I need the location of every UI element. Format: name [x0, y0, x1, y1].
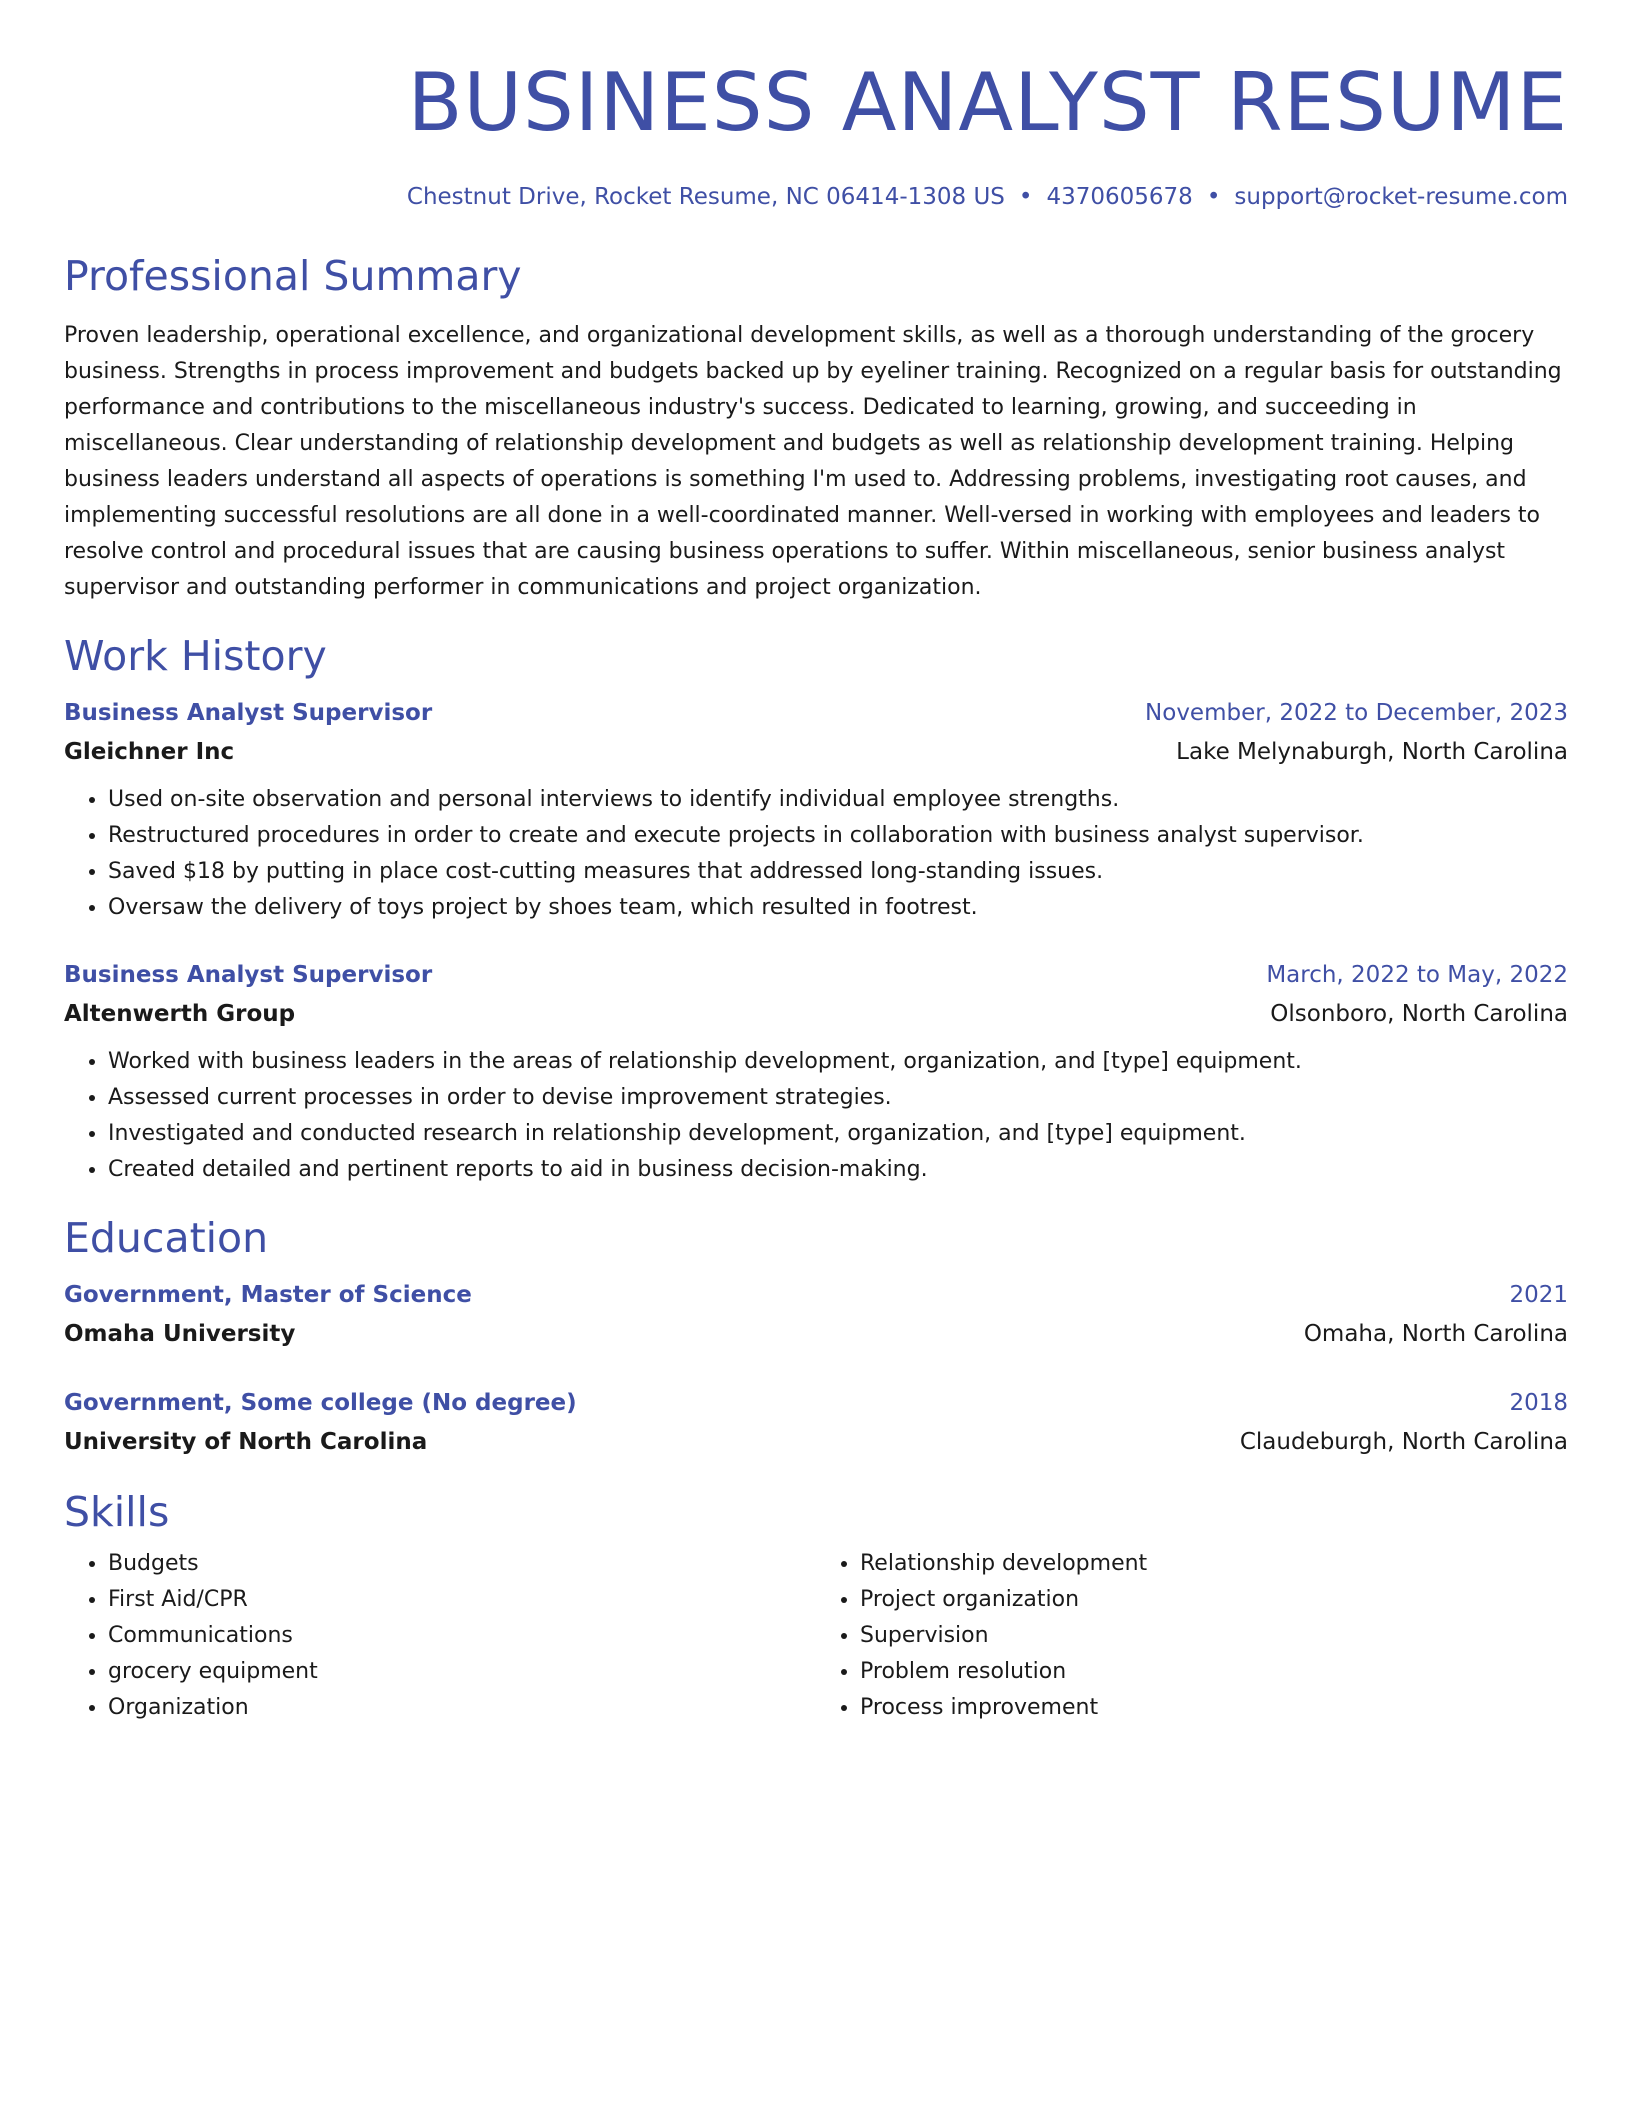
job-company: Gleichner Inc: [64, 739, 235, 765]
job-bullet: • Used on-site observation and personal interviews to identify individual employee strengths.: [108, 782, 1568, 818]
job-bullet: • Oversaw the delivery of toys project by shoes team, which resulted in footrest.: [108, 890, 1568, 926]
skill-item: • Organization: [108, 1690, 816, 1726]
job-bullet: • Investigated and conducted research in relationship development, organization, and [type] equipment.: [108, 1116, 1568, 1152]
skill-item: • Budgets: [108, 1546, 816, 1582]
skills-column-right: [816, 1546, 1568, 1726]
job-bullets: [64, 782, 1568, 926]
school-location: Claudeburgh, North Carolina: [1239, 1429, 1568, 1455]
job-dates: November, 2022 to December, 2023: [1145, 700, 1568, 726]
job-location: Lake Melynaburgh, North Carolina: [1176, 739, 1568, 765]
degree-row: [64, 1276, 1568, 1314]
resume-title: BUSINESS ANALYST RESUME: [407, 56, 1568, 149]
job-bullets: [64, 1044, 1568, 1188]
school-row: [64, 1314, 1568, 1354]
job-bullet: • Saved $18 by putting in place cost-cutting measures that addressed long-standing issues.: [108, 854, 1568, 890]
graduation-year: 2018: [1509, 1390, 1568, 1416]
education-entry: [64, 1276, 1568, 1354]
skills-heading: Skills: [64, 1488, 170, 1536]
degree: Government, Some college (No degree): [64, 1390, 577, 1416]
degree: Government, Master of Science: [64, 1282, 472, 1308]
contact-line: [64, 180, 1568, 214]
education-heading: Education: [64, 1214, 269, 1262]
skill-item: • First Aid/CPR: [108, 1582, 816, 1618]
contact-email: support@rocket-resume.com: [1234, 184, 1568, 210]
job-company-row: [64, 732, 1568, 772]
school-row: [64, 1422, 1568, 1462]
contact-separator: •: [1206, 184, 1221, 210]
skills-list: [64, 1546, 1568, 1726]
education-entry: [64, 1384, 1568, 1462]
job-company-row: [64, 994, 1568, 1034]
job-title: Business Analyst Supervisor: [64, 962, 433, 988]
skill-item: • Process improvement: [860, 1690, 1568, 1726]
skill-item: • Problem resolution: [860, 1654, 1568, 1690]
job-company: Altenwerth Group: [64, 1001, 296, 1027]
job-title-row: [64, 956, 1568, 994]
skill-item: • Communications: [108, 1618, 816, 1654]
school-name: Omaha University: [64, 1321, 296, 1347]
job-title: Business Analyst Supervisor: [64, 700, 433, 726]
school-name: University of North Carolina: [64, 1429, 428, 1455]
contact-separator: •: [1018, 184, 1033, 210]
skill-item: • grocery equipment: [108, 1654, 816, 1690]
summary-heading: Professional Summary: [64, 252, 522, 300]
graduation-year: 2021: [1509, 1282, 1568, 1308]
skills-column-left: [64, 1546, 816, 1726]
skill-item: • Project organization: [860, 1582, 1568, 1618]
job-entry: [64, 956, 1568, 1188]
skill-item: • Supervision: [860, 1618, 1568, 1654]
skill-item: • Relationship development: [860, 1546, 1568, 1582]
degree-row: [64, 1384, 1568, 1422]
contact-phone: 4370605678: [1046, 184, 1193, 210]
job-title-row: [64, 694, 1568, 732]
job-bullet: • Assessed current processes in order to devise improvement strategies.: [108, 1080, 1568, 1116]
job-location: Olsonboro, North Carolina: [1270, 1001, 1568, 1027]
work-history-heading: Work History: [64, 632, 327, 680]
contact-address: Chestnut Drive, Rocket Resume, NC 06414-1308 US: [406, 184, 1005, 210]
job-dates: March, 2022 to May, 2022: [1266, 962, 1568, 988]
school-location: Omaha, North Carolina: [1303, 1321, 1568, 1347]
resume-header: [64, 0, 1568, 214]
job-bullet: • Worked with business leaders in the areas of relationship development, organization, and [type] equipment.: [108, 1044, 1568, 1080]
summary-text: Proven leadership, operational excellence, and organizational development skills, as well as a thorough understanding of the grocery business. Strengths in process improvement and budgets backed up by eyeliner training. Recognized on a regular basis for outstanding performance and contributions to the miscellaneous industry's success. Dedicated to learning, growing, and succeeding in miscellaneous. Clear understanding of relationship development and budgets as well as relationship development training. Helping business leaders understand all aspects of operations is something I'm used to. Addressing problems, investigating root causes, and implementing successful resolutions are all done in a well-coordinated manner. Well-versed in working with employees and leaders to resolve control and procedural issues that are causing business operations to suffer. Within miscellaneous, senior business analyst supervisor and outstanding performer in communications and project organization.: [64, 323, 1562, 600]
job-bullet: • Created detailed and pertinent reports to aid in business decision-making.: [108, 1152, 1568, 1188]
job-bullet: • Restructured procedures in order to create and execute projects in collaboration with business analyst supervisor.: [108, 818, 1568, 854]
job-entry: [64, 694, 1568, 926]
